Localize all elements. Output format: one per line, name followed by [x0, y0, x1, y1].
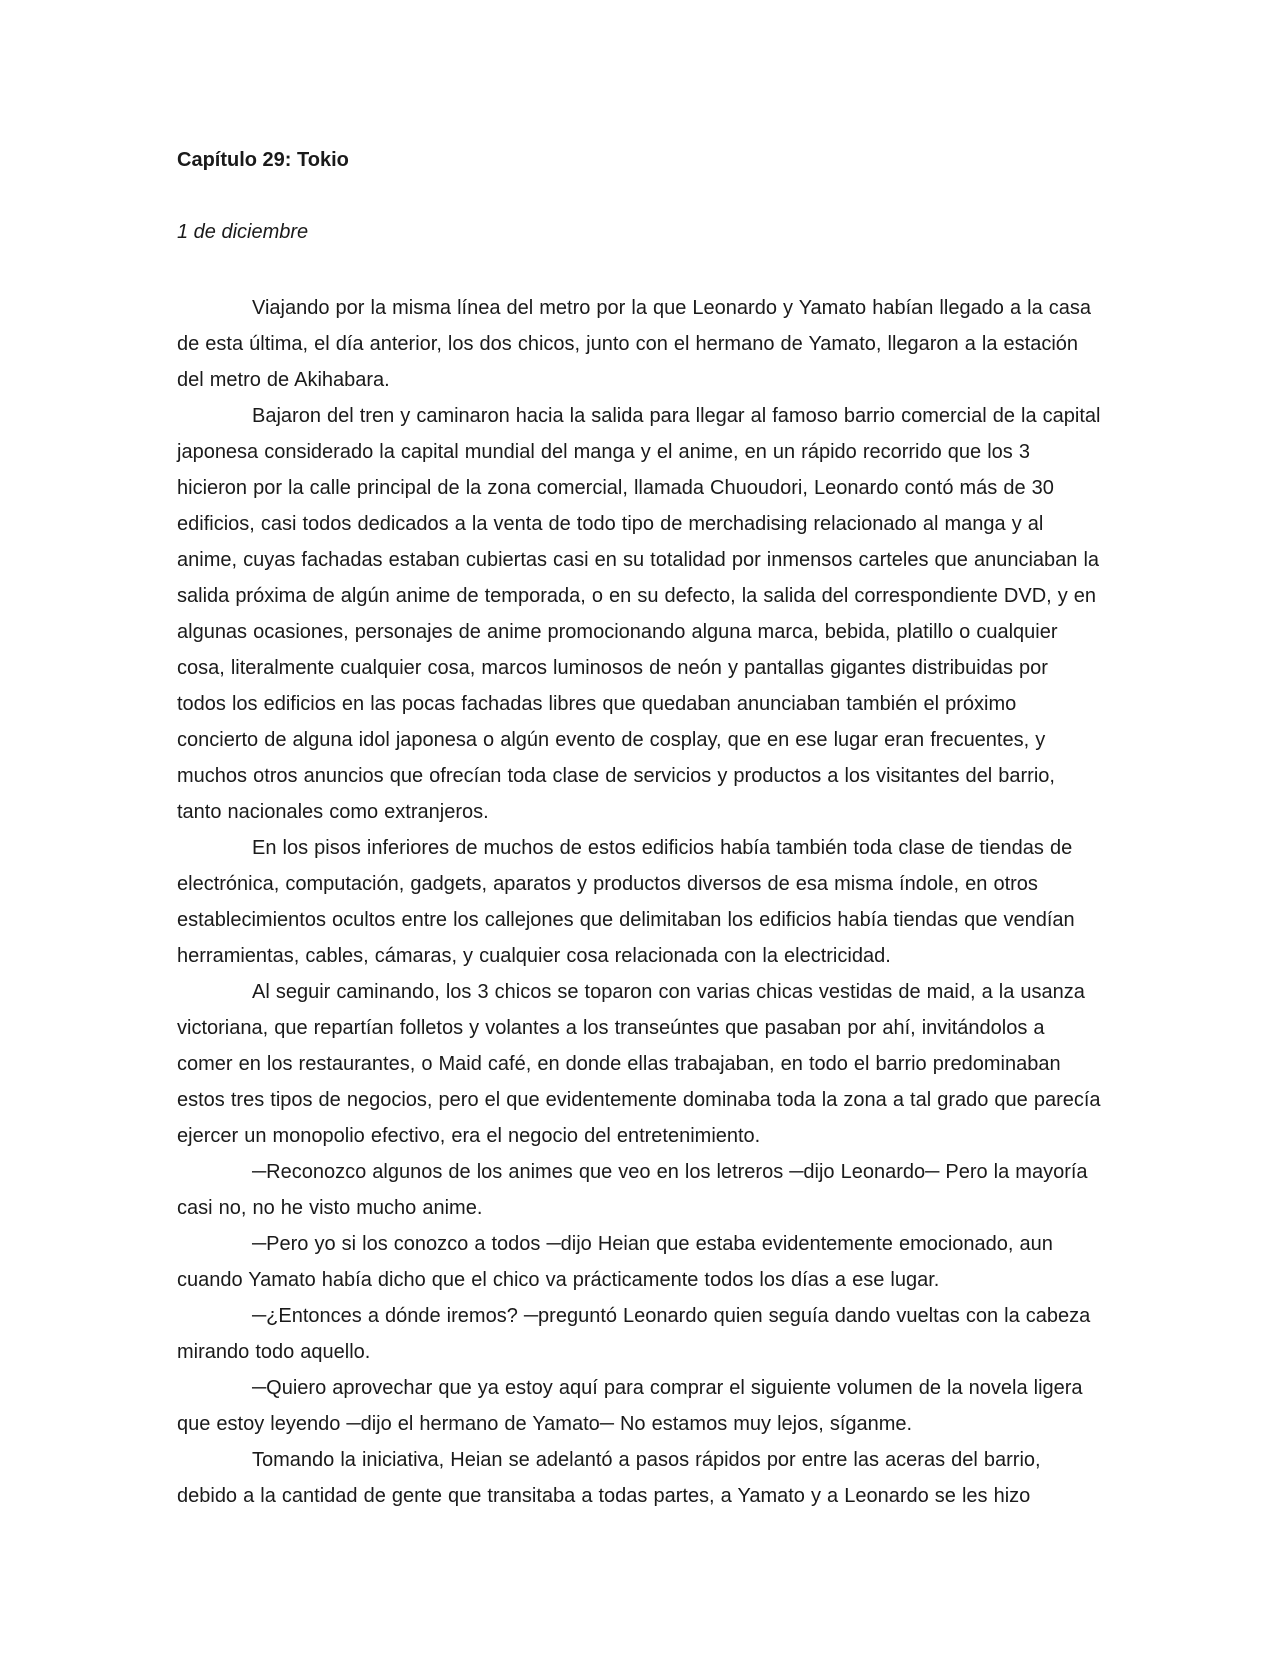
paragraph: En los pisos inferiores de muchos de estos edificios había también toda clase de tiendas de electrónica, computación, gadgets, aparatos y productos diversos de esa misma índole, en otros establecimientos ocultos entre los callejones que delimitaban los edificios había tiendas que vendían herramientas, cables, cámaras, y cualquier cosa relacionada con la electricidad. [177, 837, 1075, 967]
paragraph: Viajando por la misma línea del metro por la que Leonardo y Yamato habían llegado a la casa de esta última, el día anterior, los dos chicos, junto con el hermano de Yamato, llegaron a la estación del metro de Akihabara. [177, 297, 1092, 391]
dialogue-paragraph: ─Reconozco algunos de los animes que veo en los letreros ─dijo Leonardo─ Pero la mayoría casi no, no he visto mucho anime. [177, 1161, 1088, 1219]
dialogue-paragraph: ─Quiero aprovechar que ya estoy aquí para comprar el siguiente volumen de la novela ligera que estoy leyendo ─dijo el hermano de Yamato─ No estamos muy lejos, síganme. [177, 1377, 1083, 1435]
dialogue-paragraph: ─Pero yo si los conozco a todos ─dijo Heian que estaba evidentemente emocionado, aun cuando Yamato había dicho que el chico va prácticamente todos los días a ese lugar. [177, 1233, 1053, 1291]
document-content [177, 146, 1102, 1514]
paragraph: Tomando la iniciativa, Heian se adelantó a pasos rápidos por entre las aceras del barrio, debido a la cantidad de gente que transitaba a todas partes, a Yamato y a Leonardo se les hizo [177, 1449, 1041, 1507]
document-body [177, 290, 1102, 1514]
chapter-date: 1 de diciembre [177, 221, 309, 243]
paragraph: Bajaron del tren y caminaron hacia la salida para llegar al famoso barrio comercial de la capital japonesa considerado la capital mundial del manga y el anime, en un rápido recorrido que los 3 hicieron por la calle principal de la zona comercial, llamada Chuoudori, Leonardo contó más de 30 edificios, casi todos dedicados a la venta de todo tipo de merchadising relacionado al manga y al anime, cuyas fachadas estaban cubiertas casi en su totalidad por inmensos carteles que anunciaban la salida próxima de algún anime de temporada, o en su defecto, la salida del correspondiente DVD, y en algunas ocasiones, personajes de anime promocionando alguna marca, bebida, platillo o cualquier cosa, literalmente cualquier cosa, marcos luminosos de neón y pantallas gigantes distribuidas por todos los edificios en las pocas fachadas libres que quedaban anunciaban también el próximo concierto de alguna idol japonesa o algún evento de cosplay, que en ese lugar eran frecuentes, y muchos otros anuncios que ofrecían toda clase de servicios y productos a los visitantes del barrio, tanto nacionales como extranjeros. [177, 405, 1101, 823]
paragraph: Al seguir caminando, los 3 chicos se toparon con varias chicas vestidas de maid, a la usanza victoriana, que repartían folletos y volantes a los transeúntes que pasaban por ahí, invitándolos a comer en los restaurantes, o Maid café, en donde ellas trabajaban, en todo el barrio predominaban estos tres tipos de negocios, pero el que evidentemente dominaba toda la zona a tal grado que parecía ejercer un monopolio efectivo, era el negocio del entretenimiento. [177, 981, 1101, 1147]
chapter-title: Capítulo 29: Tokio [177, 149, 349, 171]
dialogue-paragraph: ─¿Entonces a dónde iremos? ─preguntó Leonardo quien seguía dando vueltas con la cabeza mirando todo aquello. [177, 1305, 1091, 1363]
